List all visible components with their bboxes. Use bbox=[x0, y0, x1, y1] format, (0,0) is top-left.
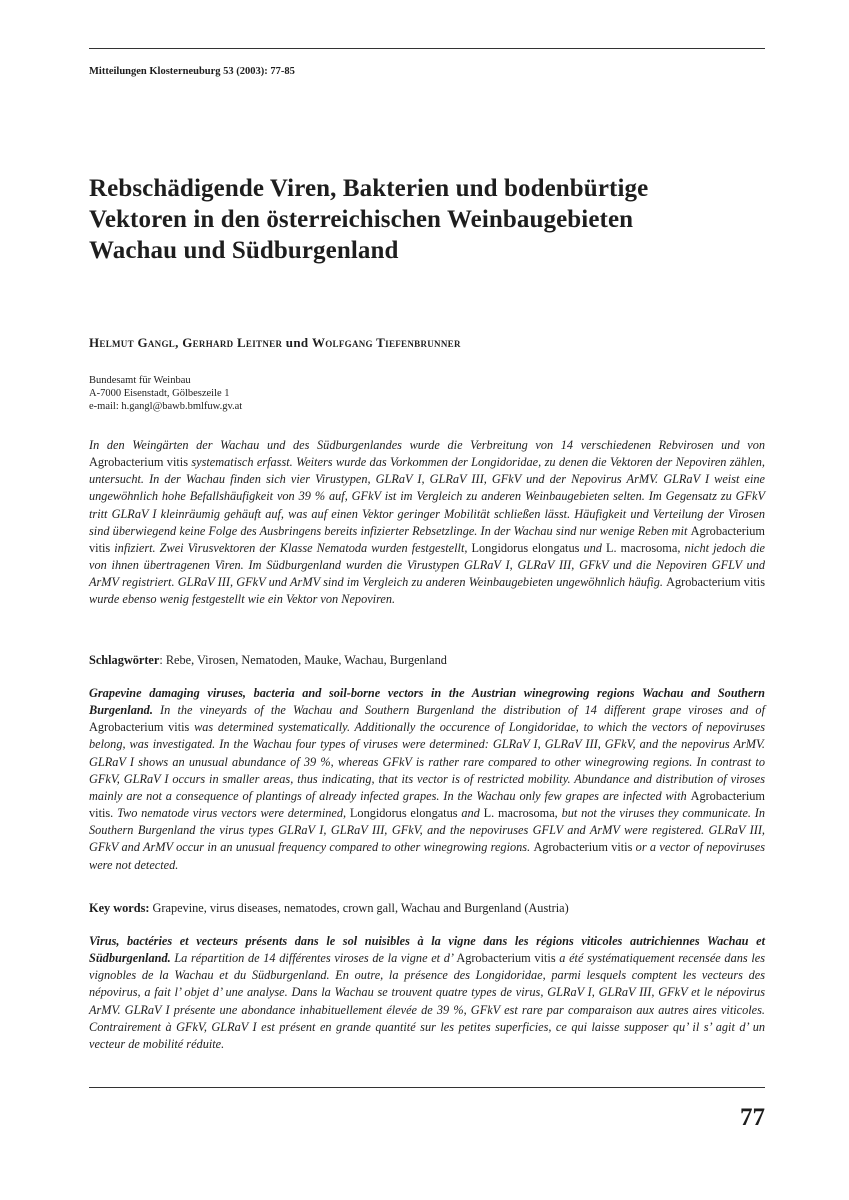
keywords-label: Key words: bbox=[89, 901, 150, 915]
author-3: Wolfgang Tiefenbrunner bbox=[311, 335, 461, 350]
abstract-text: , nicht jedoch die von ihnen übertragenen Viren. Im Südburgenland wurden die Virustypen GLRaV I, GLRaV III, GFkV und die Nepoviren GFLV und ArMV registriert. GLRaV III, GFkV und ArMV sind im Vergleich zu anderen Weinbaugebieten ungewöhnlich häufig. bbox=[89, 540, 766, 590]
top-rule bbox=[89, 48, 765, 49]
author-separator: , bbox=[175, 335, 183, 350]
organism-name: Agrobacterium vitis bbox=[89, 523, 765, 555]
abstract-text: und bbox=[579, 540, 606, 555]
organism-name: Agrobacterium vitis bbox=[89, 720, 190, 735]
bottom-rule bbox=[89, 1087, 765, 1088]
page-number: 77 bbox=[740, 1104, 765, 1131]
abstract-french bbox=[89, 933, 765, 1053]
abstract-text: or a vector of nepoviruses were not detected. bbox=[89, 840, 765, 872]
abstract-text: and bbox=[457, 806, 484, 821]
affiliation-address: A-7000 Eisenstadt, Gölbeszeile 1 bbox=[89, 388, 230, 399]
affiliation-email: e-mail: h.gangl@bawb.bmlfuw.gv.at bbox=[89, 401, 243, 412]
organism-name: Agrobacterium vitis bbox=[89, 455, 188, 470]
organism-name: Longidorus elongatus bbox=[471, 540, 580, 555]
paper-title bbox=[89, 173, 769, 266]
keywords-english bbox=[89, 900, 765, 917]
abstract-text: La répartition de 14 différentes viroses de la vigne et d’ bbox=[170, 951, 457, 966]
abstract-text: In den Weingärten der Wachau und des Südburgenlandes wurde die Verbreitung von 14 verschiedenen Rebvirosen und von bbox=[89, 438, 765, 452]
title-line-1: Rebschädigende Viren, Bakterien und bodenbürtige bbox=[89, 175, 649, 202]
abstract-title: Virus, bactéries et vecteurs présents dans le sol nuisibles à la vigne dans les régions viticoles autrichiennes Wachau et Südburgenland. bbox=[89, 934, 765, 966]
abstract-text: In the vineyards of the Wachau and Southern Burgenland the distribution of 14 different grape viroses and of bbox=[152, 703, 765, 718]
abstract-title: Grapevine damaging viruses, bacteria and soil-borne vectors in the Austrian winegrowing regions Wachau and Southern Burgenland. bbox=[89, 686, 765, 718]
organism-name: Agrobacterium vitis bbox=[456, 951, 556, 966]
affiliation bbox=[89, 374, 242, 413]
organism-name: L. macrosoma bbox=[606, 540, 678, 555]
keywords-german bbox=[89, 652, 765, 669]
abstract-text: wurde ebenso wenig festgestellt wie ein Vektor von Nepoviren. bbox=[89, 592, 396, 607]
abstract-german bbox=[89, 437, 765, 609]
organism-name: Longidorus elongatus bbox=[349, 806, 458, 821]
title-line-2: Vektoren in den österreichischen Weinbaugebieten bbox=[89, 206, 634, 233]
author-separator: und bbox=[282, 335, 312, 350]
journal-header: Mitteilungen Klosterneuburg 53 (2003): 77-85 bbox=[89, 66, 295, 77]
keywords-text: Grapevine, virus diseases, nematodes, crown gall, Wachau and Burgenland (Austria) bbox=[149, 901, 569, 915]
organism-name: L. macrosoma, bbox=[483, 806, 558, 821]
abstract-text: systematisch erfasst. Weiters wurde das Vorkommen der Longidoridae, zu denen die Vektoren der Nepoviren zählen, untersucht. In der Wachau finden sich vier Virustypen, GLRaV I, GLRaV III, GFkV und der Nepovirus ArMV. GLRaV I weist eine ungewöhnlich hohe Befallshäufigkeit von 39 % auf, GFkV ist im Vergleich zu anderen Weinbaugebieten selten. Im Gegensatz zu GFkV tritt GLRaV I kleinräumig gehäuft auf, was auf einen Vektor geringer Mobilität schließen lässt. Häufigkeit und Verteilung der Virosen sind überwiegend keine Folge des Ausbringens bereits infizierter Rebsetzlinge. In der Wachau sind nur wenige Reben mit bbox=[89, 455, 765, 538]
author-list bbox=[89, 335, 461, 351]
keywords-label: Schlagwörter bbox=[89, 653, 160, 667]
author-2: Gerhard Leitner bbox=[182, 335, 283, 350]
author-1: Helmut Gangl bbox=[89, 335, 176, 350]
organism-name: Agrobacterium vitis bbox=[666, 575, 765, 590]
abstract-text: infiziert. Zwei Virusvektoren der Klasse Nematoda wurden festgestellt, bbox=[110, 540, 472, 555]
title-line-3: Wachau und Südburgenland bbox=[89, 237, 399, 264]
abstract-text: was determined systematically. Additionally the occurence of Longidoridae, to which the vectors of nepoviruses belong, was investigated. In the Wachau four types of viruses were determined: GLRaV I, GLRaV III, GFkV, and the nepovirus ArMV. GLRaV I shows an unusual abundance of 39 %, whereas GFkV is rather rare compared to other winegrowing regions. In contrast to GFkV, GLRaV I occurs in smaller areas, thus indicating, that its vector is of restricted mobility. Abundance and distribution of viroses mainly are not a consequence of plantings of already infected grapes. In the Wachau only few grapes are infected with bbox=[89, 720, 765, 803]
keywords-text: : Rebe, Virosen, Nematoden, Mauke, Wachau, Burgenland bbox=[159, 653, 447, 667]
organism-name: Agrobacterium vitis. bbox=[89, 788, 765, 821]
abstract-text: Two nematode virus vectors were determined, bbox=[113, 806, 350, 821]
organism-name: Agrobacterium vitis bbox=[533, 840, 633, 855]
abstract-english bbox=[89, 685, 765, 874]
abstract-text: a été systématiquement recensée dans les vignobles de la Wachau et du Südburgenland. En outre, la présence des Longidoridae, parmi lesquels comptent les vecteurs des népovirus, a fait l’ objet d’ une analyse. Dans la Wachau se trouvent quatre types de virus, GLRaV I, GLRaV III, GFkV et le népovirus ArMV. GLRaV I présente une abondance inhabituellement élevée de 39 %, GFkV est rare par comparaison aux autres aires viticoles. Contrairement à GFkV, GLRaV I est présent en grande quantité sur les petites superficies, ce qui laisse supposer qu’ il s’ agit d’ un vecteur de mobilité réduite. bbox=[89, 951, 765, 1051]
abstract-text: but not the viruses they communicate. In Southern Burgenland the virus types GLRaV I, GLRaV III, GFkV, and the nepoviruses GFLV and ArMV were registered. GLRaV III, GFkV and ArMV occur in an unusual frequency compared to other winegrowing regions. bbox=[89, 806, 766, 855]
affiliation-institute: Bundesamt für Weinbau bbox=[89, 375, 191, 386]
